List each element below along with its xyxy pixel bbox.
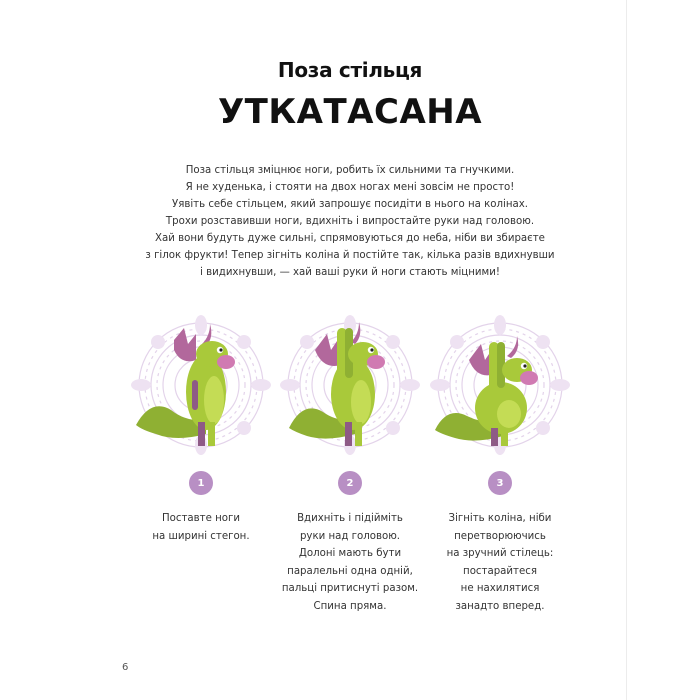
step-text-line: Зігніть коліна, ніби [448, 513, 552, 524]
step-1-badge: 1 [189, 471, 213, 495]
step-3-description [425, 510, 575, 615]
step-text-line: занадто вперед. [455, 600, 545, 612]
intro-line: Уявіть себе стільцем, який запрошує посидіти в нього на колінах. [171, 199, 528, 210]
dragon-standing-illustration [126, 310, 276, 460]
step-text-line: Вдихніть і підійміть [297, 513, 403, 524]
intro-line: Я не худенька, і стояти на двох ногах мені зовсім не просто! [185, 182, 515, 193]
step-1-description [126, 510, 276, 545]
pose-subtitle: Поза стільця [277, 58, 423, 82]
step-text-line: на ширині стегон. [152, 530, 250, 542]
step-text-line: перетворюючись [454, 530, 546, 542]
step-3-badge: 3 [488, 471, 512, 495]
step-text-line: Долоні мають бути [298, 548, 402, 559]
intro-line: з гілок фрукти! Тепер зігніть коліна й постійте так, кілька разів вдихнувши [145, 250, 555, 261]
intro-line: Поза стільця зміцнює ноги, робить їх сильними та гнучкими. [185, 165, 515, 176]
intro-line: і видихнувши, — хай ваші руки й ноги стають міцними! [200, 267, 500, 278]
step-2-badge: 2 [338, 471, 362, 495]
page-number: 6 [122, 662, 129, 673]
dragon-arms-raised-illustration [275, 310, 425, 460]
step-text-line: Поставте ноги [162, 513, 240, 524]
step-text-line: на зручний стілець: [446, 548, 554, 559]
step-text-line: постарайтеся [463, 565, 537, 577]
step-text-line: паралельні одна одній, [287, 565, 413, 577]
intro-line: Хай вони будуть дуже сильні, спрямовуються до неба, ніби ви збираєте [155, 233, 545, 244]
step-text-line: не нахилятися [460, 583, 540, 594]
step-2-description [275, 510, 425, 615]
pose-title: УТКАТАСАНА [217, 92, 483, 132]
step-text-line: Спина пряма. [313, 600, 387, 612]
step-text-line: руки над головою. [299, 530, 401, 542]
step-text-line: пальці притиснуті разом. [281, 583, 419, 594]
dragon-chair-pose-illustration [425, 310, 575, 460]
intro-line: Трохи розставивши ноги, вдихніть і випростайте руки над головою. [165, 216, 535, 227]
